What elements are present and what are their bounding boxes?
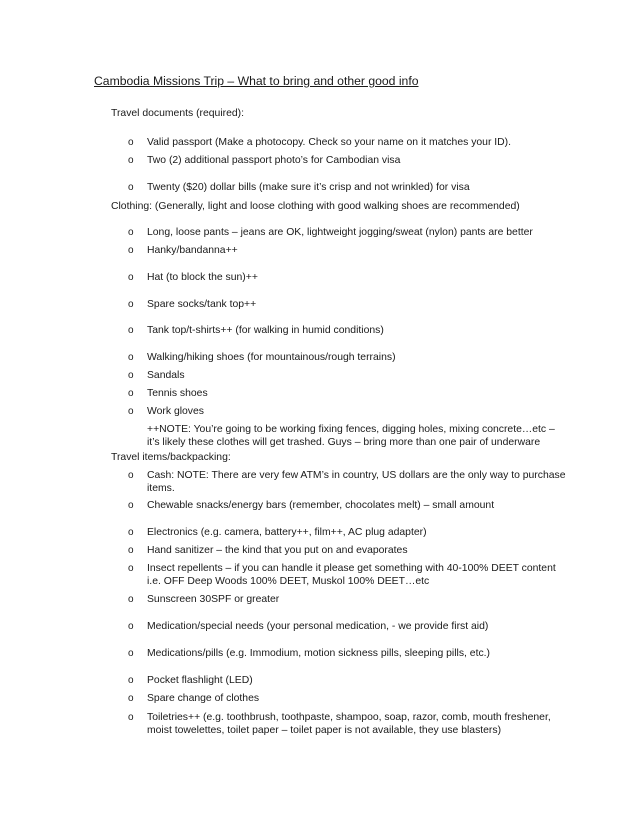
list-item-text: Sandals (147, 370, 185, 381)
section-heading-clothing: Clothing: (Generally, light and loose clothing with good walking shoes are recommended) (111, 201, 520, 212)
list-item (128, 675, 568, 688)
bullet-icon: o (128, 545, 134, 556)
bullet-icon: o (128, 406, 134, 417)
list-item-text: Medications/pills (e.g. Immodium, motion sickness pills, sleeping pills, etc.) (147, 648, 491, 659)
list-item-text: Long, loose pants – jeans are OK, lightweight jogging/sweat (nylon) pants are better (147, 227, 533, 238)
bullet-icon: o (128, 299, 134, 310)
list-item-text: Hat (to block the sun)++ (147, 272, 258, 283)
list-item-text: Insect repellents – if you can handle it please get something with 40-100% DEET content i.e. OFF Deep Woods 100% DEET, Muskol 100% DEET…etc (147, 563, 556, 587)
clothing-note: ++NOTE: You’re going to be working fixing fences, digging holes, mixing concrete…etc – it’s likely these clothes will get trashed. Guys – bring more than one pair of underware (147, 424, 555, 448)
list-item-text: Tennis shoes (147, 388, 208, 399)
list-item-text: Medication/special needs (your personal medication, - we provide first aid) (147, 621, 489, 632)
bullet-icon: o (128, 272, 134, 283)
list-item (128, 182, 568, 195)
list-item (128, 370, 568, 383)
list-item (128, 155, 568, 168)
bullet-icon: o (128, 182, 134, 193)
list-item-text: Pocket flashlight (LED) (147, 675, 253, 686)
list-item (128, 388, 568, 401)
list-item-text: Sunscreen 30SPF or greater (147, 594, 280, 605)
bullet-icon: o (128, 325, 134, 336)
list-item-text: Work gloves (147, 406, 204, 417)
list-item (128, 272, 568, 285)
bullet-icon: o (128, 563, 134, 574)
list-item (128, 621, 568, 634)
list-item-text: Twenty ($20) dollar bills (make sure it’s crisp and not wrinkled) for visa (147, 182, 470, 193)
list-item (128, 406, 568, 419)
list-item (128, 299, 568, 312)
list-item (128, 693, 568, 706)
section-heading-travel-items: Travel items/backpacking: (111, 452, 231, 463)
list-item-text: Tank top/t-shirts++ (for walking in humid conditions) (147, 325, 384, 336)
bullet-icon: o (128, 388, 134, 399)
list-item (128, 500, 568, 513)
list-item (128, 352, 568, 365)
list-item (128, 712, 568, 737)
bullet-icon: o (128, 470, 134, 481)
list-item-text: Spare change of clothes (147, 693, 260, 704)
list-item-text: Two (2) additional passport photo’s for Cambodian visa (147, 155, 401, 166)
bullet-icon: o (128, 712, 134, 723)
list-item (128, 594, 568, 607)
list-item (128, 527, 568, 540)
list-item-text: Valid passport (Make a photocopy. Check so your name on it matches your ID). (147, 137, 512, 148)
bullet-icon: o (128, 155, 134, 166)
list-item-text: Electronics (e.g. camera, battery++, film++, AC plug adapter) (147, 527, 427, 538)
list-item (128, 227, 568, 240)
list-item-text: Cash: NOTE: There are very few ATM’s in country, US dollars are the only way to purchase items. (147, 470, 566, 494)
bullet-icon: o (128, 352, 134, 363)
bullet-icon: o (128, 675, 134, 686)
list-item (128, 325, 568, 338)
bullet-icon: o (128, 227, 134, 238)
bullet-icon: o (128, 370, 134, 381)
section-heading-travel-documents: Travel documents (required): (111, 108, 245, 119)
bullet-icon: o (128, 594, 134, 605)
bullet-icon: o (128, 621, 134, 632)
list-item (128, 245, 568, 258)
list-item-text: Walking/hiking shoes (for mountainous/rough terrains) (147, 352, 396, 363)
list-item (128, 545, 568, 558)
list-item-text: Hanky/bandanna++ (147, 245, 238, 256)
list-item (128, 563, 568, 588)
list-item-text: Spare socks/tank top++ (147, 299, 257, 310)
bullet-icon: o (128, 500, 134, 511)
bullet-icon: o (128, 527, 134, 538)
list-item-text: Toiletries++ (e.g. toothbrush, toothpaste, shampoo, soap, razor, comb, mouth freshener, moist towelettes, toilet paper – toilet paper is not available, they use blasters) (147, 712, 551, 736)
bullet-icon: o (128, 693, 134, 704)
list-item (128, 470, 568, 495)
list-item-text: Hand sanitizer – the kind that you put on and evaporates (147, 545, 408, 556)
bullet-icon: o (128, 648, 134, 659)
bullet-icon: o (128, 245, 134, 256)
page-title: Cambodia Missions Trip – What to bring and other good info (94, 74, 419, 88)
list-item-text: Chewable snacks/energy bars (remember, chocolates melt) – small amount (147, 500, 495, 511)
bullet-icon: o (128, 137, 134, 148)
list-item (128, 137, 568, 150)
list-item (128, 648, 568, 661)
